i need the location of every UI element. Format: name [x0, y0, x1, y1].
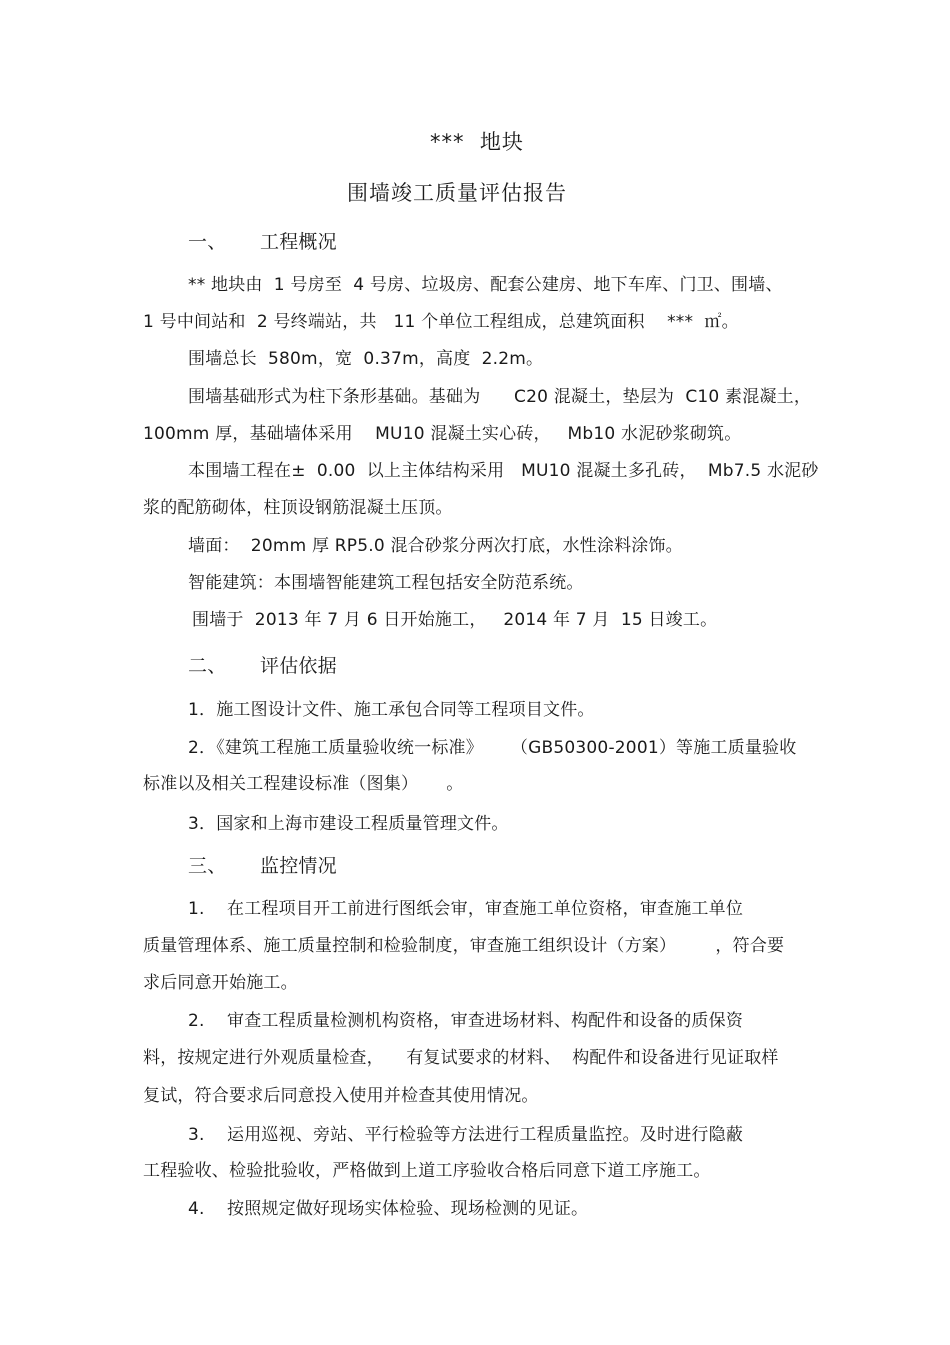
paragraph-line: ** 地块由 1 号房至 4 号房、垃圾房、配套公建房、地下车库、门卫、围墙、	[188, 275, 783, 295]
list-item: 2．《建筑工程施工质量验收统一标准》 （GB50300-2001）等施工质量验收	[188, 738, 797, 758]
paragraph-line: 100mm 厚，基础墙体采用 MU10 混凝土实心砖， Mb10 水泥砂浆砌筑。	[143, 424, 742, 444]
list-item-continued: 复试，符合要求后同意投入使用并检查其使用情况。	[143, 1086, 539, 1106]
paragraph-line: 智能建筑：本围墙智能建筑工程包括安全防范系统。	[188, 573, 584, 593]
list-item: 3．国家和上海市建设工程质量管理文件。	[188, 814, 509, 834]
list-item-continued: 工程验收、检验批验收，严格做到上道工序验收合格后同意下道工序施工。	[143, 1161, 711, 1181]
paragraph-line: 本围墙工程在± 0.00 以上主体结构采用 MU10 混凝土多孔砖， Mb7.5 水泥砂	[188, 461, 819, 481]
section2-number: 二、	[188, 655, 227, 677]
section3-title: 监控情况	[260, 855, 337, 877]
paragraph-line: 1 号中间站和 2 号终端站，共 11 个单位工程组成，总建筑面积 *** ㎡。	[143, 312, 739, 332]
list-item-continued: 标准以及相关工程建设标准（图集） 。	[143, 774, 464, 794]
section3-number: 三、	[188, 855, 227, 877]
list-item: 3. 运用巡视、旁站、平行检验等方法进行工程质量监控。及时进行隐蔽	[188, 1125, 744, 1145]
paragraph-line: 墙面： 20mm 厚 RP5.0 混合砂浆分两次打底，水性涂料涂饰。	[188, 536, 683, 556]
paragraph-line: 围墙于 2013 年 7 月 6 日开始施工， 2014 年 7 月 15 日竣工。	[192, 610, 718, 630]
paragraph-line: 围墙总长 580m，宽 0.37m，高度 2.2m。	[188, 349, 544, 369]
list-item: 2. 审查工程质量检测机构资格，审查进场材料、构配件和设备的质保资	[188, 1011, 744, 1031]
section2-title: 评估依据	[260, 655, 337, 677]
title-report: 围墙竣工质量评估报告	[347, 181, 567, 205]
section1-title: 工程概况	[260, 231, 337, 253]
title-plot: *** 地块	[430, 130, 524, 154]
paragraph-line: 浆的配筋砌体，柱顶设钢筋混凝土压顶。	[143, 498, 453, 518]
list-item: 4. 按照规定做好现场实体检验、现场检测的见证。	[188, 1199, 589, 1219]
paragraph-line: 围墙基础形式为柱下条形基础。基础为 C20 混凝土，垫层为 C10 素混凝土，	[188, 387, 812, 407]
list-item: 1. 在工程项目开工前进行图纸会审，审查施工单位资格，审查施工单位	[188, 899, 744, 919]
list-item: 1．施工图设计文件、施工承包合同等工程项目文件。	[188, 700, 595, 720]
list-item-continued: 质量管理体系、施工质量控制和检验制度，审查施工组织设计（方案） ，符合要	[143, 936, 785, 956]
section1-number: 一、	[188, 231, 227, 253]
list-item-continued: 料，按规定进行外观质量检查， 有复试要求的材料、 构配件和设备进行见证取样	[143, 1048, 779, 1068]
list-item-continued: 求后同意开始施工。	[143, 973, 298, 993]
